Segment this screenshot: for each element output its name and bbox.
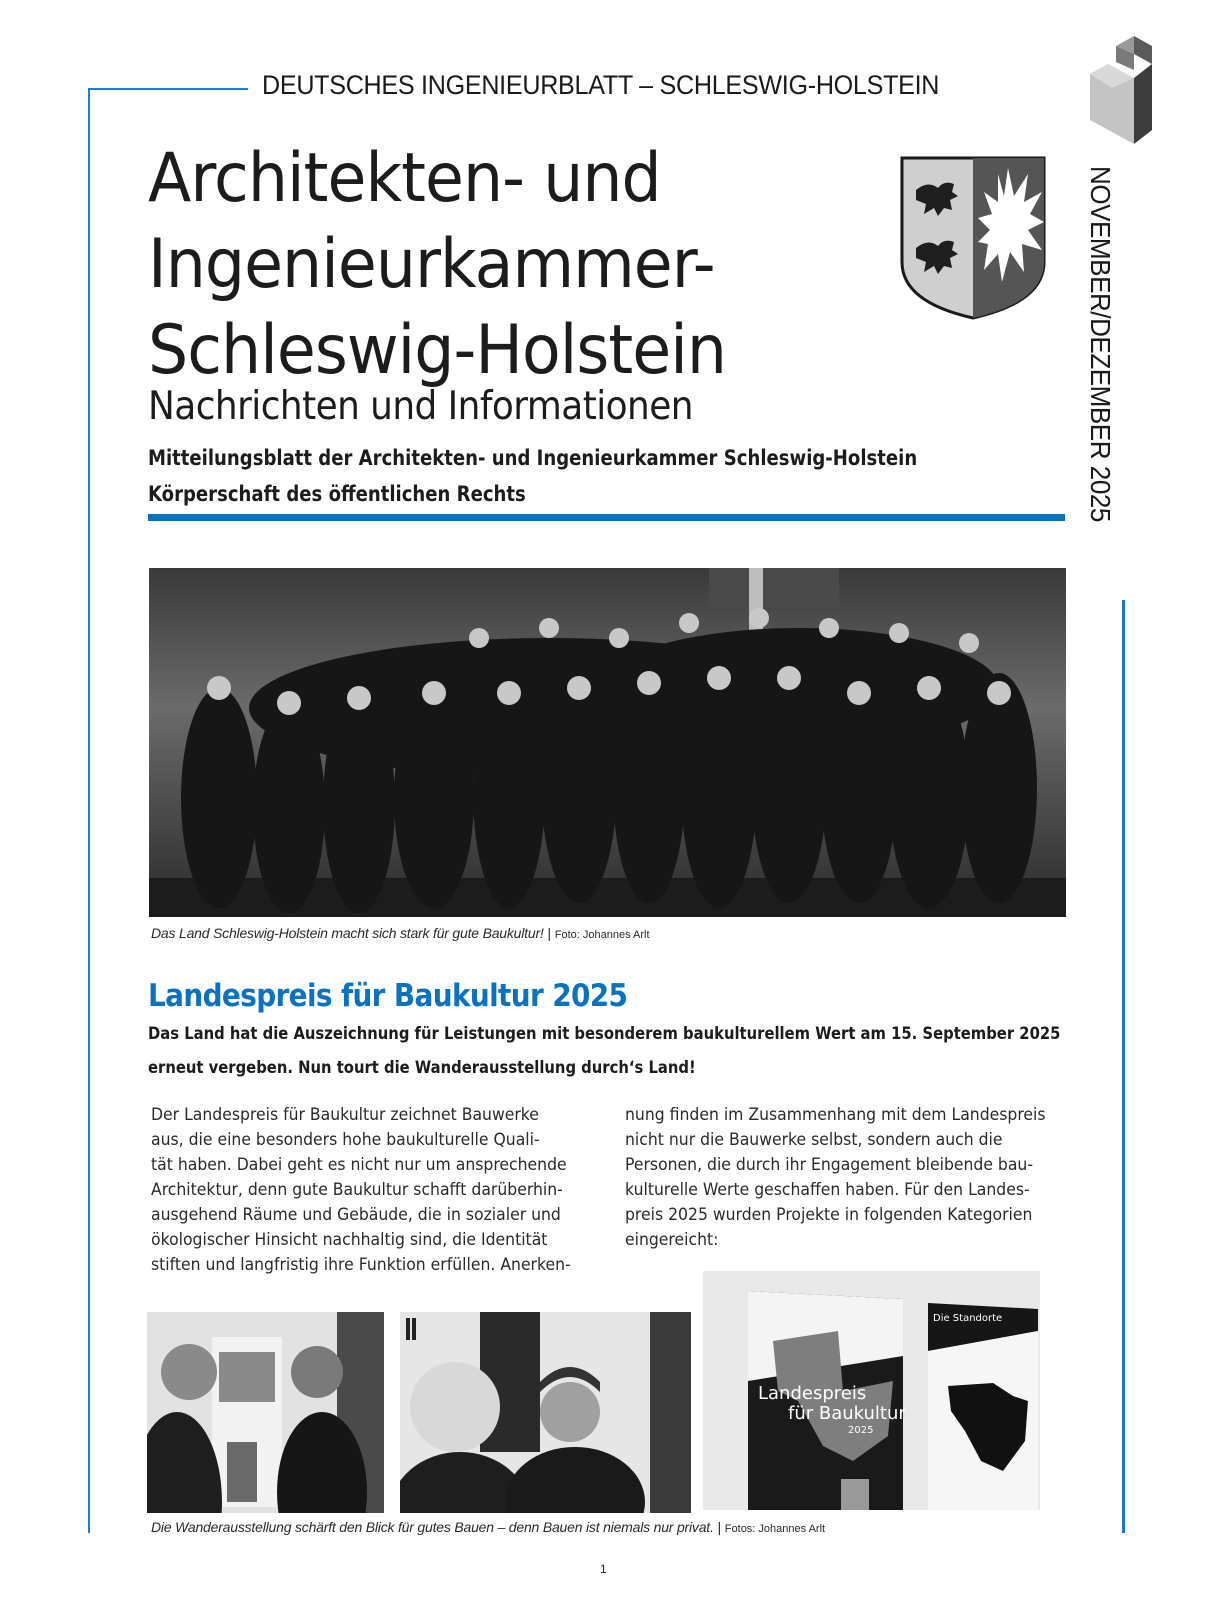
masthead-title-line: Architekten- und <box>148 139 661 218</box>
issue-date <box>1084 166 1124 586</box>
body-line: kulturelle Werte geschaffen haben. Für den Landes- <box>625 1180 1030 1200</box>
article-title: Landespreis für Baukultur 2025 <box>148 978 628 1014</box>
poster-title: Landespreis <box>758 1383 867 1404</box>
poster-title: für Baukultur <box>788 1403 906 1424</box>
exhibition-photo-1 <box>147 1312 384 1513</box>
masthead-subtitle: Nachrichten und Informationen <box>148 384 693 429</box>
body-line: nung finden im Zusammenhang mit dem Landespreis <box>625 1105 1046 1125</box>
poster-year: 2025 <box>848 1425 874 1436</box>
masthead-divider <box>148 514 1065 521</box>
isometric-cube-logo-icon <box>1088 34 1160 146</box>
body-line: Architektur, denn gute Baukultur schafft darüberhin- <box>151 1180 563 1200</box>
body-line: ausgehend Räume und Gebäude, die in sozialer und <box>151 1205 561 1225</box>
frame-rule-top <box>88 88 248 90</box>
gallery-caption <box>151 1519 825 1535</box>
body-line: Der Landespreis für Baukultur zeichnet Bauwerke <box>151 1105 539 1125</box>
main-photo-caption <box>151 925 650 941</box>
frame-rule-right <box>1122 600 1125 1533</box>
caption-text: Das Land Schleswig-Holstein macht sich stark für gute Baukultur! | <box>151 925 551 941</box>
body-line: nicht nur die Bauwerke selbst, sondern auch die <box>625 1130 1003 1150</box>
poster-side-title: Die Standorte <box>933 1313 1003 1324</box>
article-column-right <box>625 1103 1082 1253</box>
body-line: Personen, die durch ihr Engagement bleibende bau- <box>625 1155 1034 1175</box>
body-line: eingereicht: <box>625 1230 719 1250</box>
running-head: DEUTSCHES INGENIEURBLATT – SCHLESWIG-HOLSTEIN <box>262 70 940 100</box>
body-line: preis 2025 wurden Projekte in folgenden Kategorien <box>625 1205 1033 1225</box>
page-number: 1 <box>600 1562 607 1576</box>
exhibition-photo-2 <box>400 1312 691 1513</box>
caption-text: Die Wanderausstellung schärft den Blick für gutes Bauen – denn Bauen ist niemals nur privat. | <box>151 1519 721 1535</box>
exhibition-photo-3 <box>703 1271 1040 1510</box>
article-lead: erneut vergeben. Nun tourt die Wanderausstellung durch‘s Land! <box>148 1058 696 1078</box>
coat-of-arms-icon <box>898 152 1048 320</box>
masthead-title-line: Schleswig-Holstein <box>148 311 727 390</box>
masthead-description: Körperschaft des öffentlichen Rechts <box>148 482 526 506</box>
article-lead: Das Land hat die Auszeichnung für Leistungen mit besonderem baukulturellem Wert am 15. September 2025 <box>148 1024 1061 1044</box>
masthead-title-line: Ingenieurkammer- <box>148 225 715 304</box>
photo-credit: Foto: Johannes Arlt <box>554 929 650 941</box>
body-line: stiften und langfristig ihre Funktion erfüllen. Anerken- <box>151 1255 571 1275</box>
group-photo <box>149 568 1066 917</box>
article-column-left <box>151 1103 607 1278</box>
masthead-title <box>148 136 770 394</box>
frame-rule-left <box>88 88 90 1533</box>
body-line: aus, die eine besonders hohe baukulturelle Quali- <box>151 1130 540 1150</box>
photo-credit: Fotos: Johannes Arlt <box>724 1523 826 1535</box>
body-line: ökologischer Hinsicht nachhaltig sind, die Identität <box>151 1230 548 1250</box>
masthead-description: Mitteilungsblatt der Architekten- und Ingenieurkammer Schleswig-Holstein <box>148 446 918 470</box>
issue-date-text: NOVEMBER/DEZEMBER 2025 <box>1085 166 1116 522</box>
body-line: tät haben. Dabei geht es nicht nur um ansprechende <box>151 1155 567 1175</box>
